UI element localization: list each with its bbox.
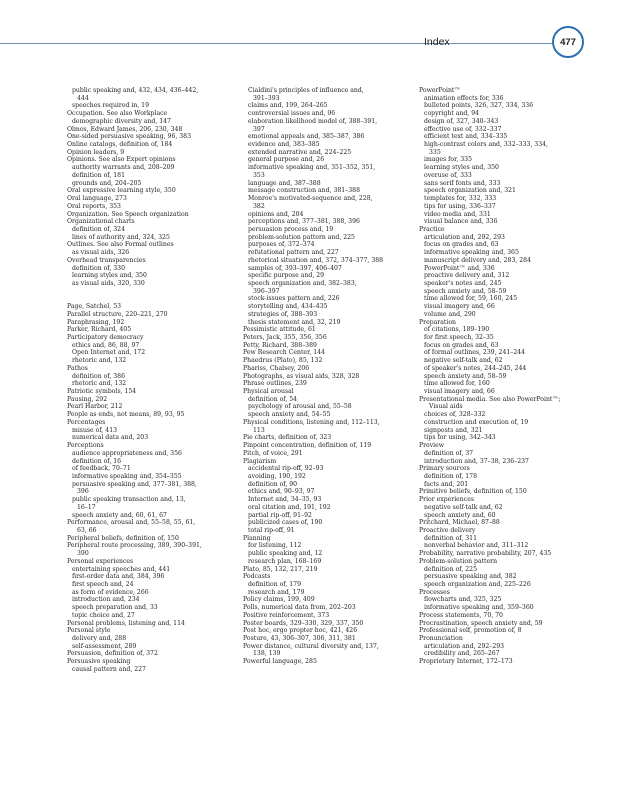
index-subentry: as form of evidence, 266: [72, 588, 149, 596]
index-entry: People as ends, not means, 89, 93, 95: [67, 411, 185, 419]
index-entry: PowerPoint™: [419, 87, 461, 94]
index-entry: Organization. See Speech organization: [67, 210, 189, 218]
index-subentry: definition of, 54: [248, 395, 298, 403]
index-subentry: demographic diversity and, 147: [72, 117, 171, 125]
index-entry: Parallel structure, 220–221, 270: [67, 310, 168, 318]
index-entry: Pitch, of voice, 291: [243, 449, 303, 457]
index-subentry: avoiding, 190, 192: [248, 472, 306, 480]
index-subentry: emotional appeals and, 385–387, 386: [248, 133, 365, 141]
index-subentry: public speaking and, 432, 434, 436–442,: [72, 87, 199, 94]
index-subentry: bulleted points, 326, 327, 334, 336: [424, 102, 534, 110]
index-subentry: misuse of, 413: [72, 426, 118, 434]
index-entry: Proprietary Internet, 172–173: [419, 658, 513, 666]
index-subentry: research and, 179: [248, 588, 305, 596]
index-subentry: ethics and, 86, 88, 97: [72, 341, 140, 349]
index-subentry: 113: [253, 426, 265, 434]
index-subentry: introduction and, 37–38, 236–237: [424, 457, 529, 465]
index-entry: Policy claims, 199, 409: [243, 596, 315, 604]
index-entry: Performance, arousal and, 55–58, 55, 61,: [67, 519, 196, 527]
index-subentry: rhetorical situation and, 372, 374–377, 388: [248, 256, 384, 264]
index-subentry: thesis statement and, 32, 219: [248, 318, 341, 326]
index-subentry: specific purpose and, 29: [248, 272, 325, 280]
index-subentry: articulation and, 292, 293: [424, 233, 505, 241]
index-subentry: persuasion process and, 19: [248, 225, 334, 233]
index-subentry: topic choice and, 27: [72, 611, 135, 619]
index-subentry: as visual aids, 320, 330: [72, 279, 145, 287]
index-subentry: 63, 66: [77, 526, 97, 534]
letter-gap: [67, 295, 232, 303]
index-subentry: psychology of arousal and, 55–58: [248, 403, 352, 411]
index-subentry: Monroe's motivated-sequence and, 228,: [248, 195, 373, 203]
index-entry: Physical conditions, listening and, 112–113,: [243, 418, 380, 426]
index-subentry: time allowed for, 160: [424, 380, 490, 388]
index-entry: Pew Research Center, 144: [243, 349, 325, 357]
index-subentry: Visual aids: [429, 403, 463, 411]
index-subentry: 390: [77, 550, 89, 558]
index-subentry: elaboration likelihood model of, 388–391,: [248, 117, 378, 125]
index-subentry: definition of, 386: [72, 372, 125, 380]
index-subentry: choices of, 328–332: [424, 411, 486, 419]
index-subentry: speech anxiety and, 54–55: [248, 411, 331, 419]
index-subentry: speech organization and, 225–226: [424, 581, 531, 588]
index-subentry: articulation and, 292–293: [424, 642, 505, 650]
index-entry: Pritchard, Michael, 87–88: [419, 519, 500, 527]
index-entry: Powerful language, 285: [243, 658, 317, 666]
index-subentry: entertaining speeches and, 441: [72, 565, 171, 573]
index-entry: Organizational charts: [67, 218, 135, 226]
index-entry: Physical arousal: [243, 388, 294, 396]
index-entry: Personal problems, listening and, 114: [67, 619, 185, 627]
index-subentry: for listening, 112: [248, 542, 302, 550]
index-entry: Pathos: [67, 364, 88, 372]
index-entry: Proactive delivery: [419, 526, 476, 534]
index-subentry: 444: [77, 94, 89, 102]
index-column-1: [67, 87, 232, 674]
index-subentry: refutational pattern and, 227: [248, 249, 339, 257]
index-subentry: negative self-talk and, 62: [424, 357, 503, 365]
index-subentry: proactive delivery and, 312: [424, 272, 510, 280]
index-subentry: speech organization and, 321: [424, 187, 516, 195]
index-subentry: for first speech, 32–35: [424, 334, 494, 341]
index-entry: Personal experiences: [67, 557, 134, 565]
index-entry: Plagiarism: [243, 457, 277, 465]
index-subentry: problem-solution pattern and, 225: [248, 233, 355, 241]
index-subentry: templates for, 332, 333: [424, 195, 497, 203]
index-entry: Podcasts: [243, 573, 271, 581]
index-subentry: introduction and, 234: [72, 596, 140, 604]
index-subentry: public speaking transaction and, 13,: [72, 496, 186, 504]
index-entry: Planning: [243, 534, 271, 542]
index-subentry: authority warrants and, 208–209: [72, 164, 175, 172]
index-subentry: of feedback, 70–71: [72, 465, 131, 473]
index-subentry: 382: [253, 202, 265, 210]
index-entry: Overhead transparencies: [67, 256, 146, 264]
index-subentry: learning styles and, 350: [424, 164, 499, 172]
index-subentry: storytelling and, 434–435: [248, 303, 328, 311]
index-entry: Practice: [419, 225, 445, 233]
index-subentry: claims and, 199, 264–265: [248, 102, 328, 110]
index-subentry: speech anxiety and, 58–59: [424, 372, 507, 380]
index-entry: Oral language, 273: [67, 195, 127, 203]
index-entry: Processes: [419, 588, 450, 596]
index-subentry: speech organization and, 382–383,: [248, 279, 357, 287]
index-subentry: definition of, 178: [424, 472, 477, 480]
index-entry: Problem-solution pattern: [419, 557, 498, 565]
index-entry: Online catalogs, definition of, 184: [67, 141, 173, 149]
index-subentry: definition of, 16: [72, 457, 122, 465]
index-subentry: first speech and, 24: [72, 581, 134, 588]
index-subentry: accidental rip-off, 92–93: [248, 465, 324, 473]
index-subentry: public speaking and, 12: [248, 550, 323, 558]
index-subentry: speaker's notes and, 245: [424, 279, 502, 287]
index-entry: Patriotic symbols, 154: [67, 388, 137, 396]
index-subentry: high-contrast colors and, 332–333, 334,: [424, 141, 548, 149]
index-entry: Perceptions: [67, 442, 104, 450]
index-subentry: speech preparation and, 33: [72, 604, 158, 612]
index-subentry: definition of, 179: [248, 581, 301, 588]
index-subentry: causal pattern and, 227: [72, 665, 146, 673]
index-subentry: learning styles and, 350: [72, 272, 147, 280]
index-entry: Pausing, 292: [67, 395, 108, 403]
index-subentry: 16–17: [77, 503, 96, 511]
index-entry: Primitive beliefs, definition of, 150: [419, 488, 527, 496]
index-subentry: opinions and, 204: [248, 210, 304, 218]
index-entry: Process statements, 70, 70: [419, 611, 503, 619]
index-subentry: facts and, 201: [424, 480, 469, 488]
index-subentry: informative speaking and, 365: [424, 249, 519, 257]
index-subentry: construction and execution of, 19: [424, 418, 529, 426]
index-subentry: definition of, 90: [248, 480, 298, 488]
index-entry: Peripheral route processing, 389, 390–391,: [67, 542, 202, 550]
page-title: Index: [424, 36, 450, 48]
index-subentry: ethics and, 90–93, 97: [248, 488, 315, 496]
index-subentry: controversial issues and, 96: [248, 110, 336, 118]
index-entry: Page, Satchel, 53: [67, 303, 122, 311]
index-entry: Phariss, Chalsey, 206: [243, 364, 310, 372]
index-subentry: general purpose and, 26: [248, 156, 325, 164]
index-subentry: of speaker's notes, 244–245, 244: [424, 364, 527, 372]
index-entry: Procrastination, speech anxiety and, 59: [419, 619, 543, 627]
index-subentry: 396: [77, 488, 89, 496]
index-subentry: visual imagery and, 66: [424, 303, 495, 311]
index-entry: Pie charts, definition of, 323: [243, 434, 332, 442]
index-subentry: audience appropriateness and, 356: [72, 449, 182, 457]
index-entry: Petty, Richard, 388–389: [243, 341, 317, 349]
index-subentry: time allowed for, 59, 160, 245: [424, 295, 518, 303]
index-subentry: samples of, 393–397, 406–407: [248, 264, 342, 272]
index-entry: Persuasive speaking: [67, 658, 131, 666]
index-entry: Percentages: [67, 418, 106, 426]
index-entry: Persuasion, definition of, 372: [67, 650, 158, 658]
index-subentry: first-order data and, 384, 396: [72, 573, 165, 581]
index-subentry: images for, 335: [424, 156, 472, 164]
index-subentry: self-assessment, 289: [72, 642, 137, 650]
index-subentry: partial rip-off, 91–92: [248, 511, 312, 519]
index-entry: Pronunciation: [419, 635, 463, 643]
index-subentry: focus on grades and, 63: [424, 241, 499, 249]
index-subentry: overuse of, 333: [424, 171, 472, 179]
index-subentry: definition of, 330: [72, 264, 125, 272]
index-subentry: speech anxiety and, 58–59: [424, 287, 507, 295]
index-subentry: visual imagery and, 66: [424, 388, 495, 396]
index-subentry: publicized cases of, 190: [248, 519, 323, 527]
index-subentry: speech anxiety and, 60, 61, 67: [72, 511, 167, 519]
index-subentry: oral citation and, 191, 192: [248, 503, 331, 511]
index-entry: Oral expressive learning style, 350: [67, 187, 176, 195]
index-subentry: total rip-off, 91: [248, 526, 295, 534]
index-subentry: flowcharts and, 325, 325: [424, 596, 502, 604]
running-header: [0, 24, 633, 66]
index-subentry: efficient text and, 334–335: [424, 133, 508, 141]
index-subentry: informative speaking and, 351–352, 351,: [248, 164, 376, 172]
index-subentry: definition of, 37: [424, 449, 474, 457]
index-entry: Paraphrasing, 192: [67, 318, 125, 326]
index-subentry: sans serif fonts and, 333: [424, 179, 501, 187]
index-entry: Plato, 85, 132, 217, 219: [243, 565, 318, 573]
index-column-3: [419, 87, 589, 666]
index-subentry: purposes of, 372–374: [248, 241, 315, 249]
index-subentry: volume and, 290: [424, 310, 476, 318]
index-subentry: perceptions and, 377–381, 388, 396: [248, 218, 360, 226]
index-subentry: numerical data and, 203: [72, 434, 149, 442]
index-entry: Olmos, Edward James, 206, 230, 348: [67, 125, 183, 133]
index-entry: Probability, narrative probability, 207, 435: [419, 550, 552, 558]
index-subentry: 396–397: [253, 287, 280, 295]
index-entry: Peripheral beliefs, definition of, 150: [67, 534, 179, 542]
index-subentry: PowerPoint™ and, 336: [424, 264, 495, 272]
index-subentry: research plan, 168–169: [248, 557, 322, 565]
index-entry: Peters, Jack, 355, 356, 356: [243, 334, 327, 341]
index-entry: Personal style: [67, 627, 111, 635]
index-entry: Positive reinforcement, 373: [243, 611, 330, 619]
index-subentry: strategies of, 388–393: [248, 310, 318, 318]
index-entry: Posture, 43, 306–307, 306, 311, 381: [243, 635, 356, 643]
index-subentry: 397: [253, 125, 265, 133]
index-entry: Participatory democracy: [67, 334, 144, 341]
index-entry: Phrase outlines, 239: [243, 380, 307, 388]
index-subentry: message construction and, 381–388: [248, 187, 360, 195]
index-subentry: tips for using, 336–337: [424, 202, 496, 210]
index-subentry: effective use of, 332–337: [424, 125, 502, 133]
index-subentry: Cialdini's principles of influence and,: [248, 87, 364, 94]
index-subentry: definition of, 324: [72, 225, 125, 233]
index-subentry: persuasive speaking and, 377–381, 388,: [72, 480, 197, 488]
index-entry: Preparation: [419, 318, 456, 326]
index-subentry: visual balance and, 336: [424, 218, 498, 226]
index-entry: Preview: [419, 442, 445, 450]
index-subentry: delivery and, 288: [72, 635, 127, 643]
index-subentry: grounds and, 204–205: [72, 179, 142, 187]
index-subentry: stock-issues pattern and, 226: [248, 295, 340, 303]
index-subentry: evidence and, 383–385: [248, 141, 320, 149]
index-subentry: definition of, 311: [424, 534, 477, 542]
index-subentry: speeches required in, 19: [72, 102, 149, 110]
index-subentry: 335: [429, 148, 441, 156]
index-subentry: 391–393: [253, 94, 280, 102]
index-entry: Post hoc, ergo propter hoc, 421, 426: [243, 627, 358, 635]
index-column-2: [243, 87, 408, 666]
index-subentry: nonverbal behavior and, 311–312: [424, 542, 529, 550]
index-subentry: manuscript delivery and, 283, 284: [424, 256, 531, 264]
index-subentry: design of, 327, 340–343: [424, 117, 499, 125]
index-subentry: Open Internet and, 172: [72, 349, 146, 357]
index-subentry: informative speaking and, 359–360: [424, 604, 534, 612]
index-entry: Oral reports, 353: [67, 202, 121, 210]
index-subentry: language and, 387–388: [248, 179, 321, 187]
index-subentry: focus on grades and, 63: [424, 341, 499, 349]
index-entry: Opinion leaders, 9: [67, 148, 125, 156]
index-subentry: rhetoric and, 132: [72, 357, 127, 365]
index-entry: Phaedrus (Plato), 85, 132: [243, 357, 323, 365]
index-entry: One-sided persuasive speaking, 96, 383: [67, 133, 191, 141]
index-entry: Polls, numerical data from, 202–203: [243, 604, 356, 612]
index-entry: Presentational media. See also PowerPoint™;: [419, 395, 561, 403]
index-subentry: signposts and, 321: [424, 426, 483, 434]
index-subentry: definition of, 225: [424, 565, 477, 573]
index-subentry: Internet and, 34–35, 93: [248, 496, 322, 504]
index-subentry: 353: [253, 171, 265, 179]
index-subentry: of formal outlines, 239, 241–244: [424, 349, 526, 357]
index-subentry: of citations, 189–190: [424, 326, 490, 334]
index-subentry: as visual aids, 326: [72, 249, 130, 257]
index-subentry: speech anxiety and, 60: [424, 511, 496, 519]
index-entry: Poster boards, 329–330, 329, 337, 350: [243, 619, 364, 627]
index-subentry: tips for using, 342–343: [424, 434, 496, 442]
index-entry: Pessimistic attitude, 61: [243, 326, 316, 334]
index-entry: Pearl Harbor, 212: [67, 403, 123, 411]
index-entry: Outlines. See also Formal outlines: [67, 241, 174, 249]
page-number-badge: 477: [552, 26, 584, 58]
index-subentry: negative self-talk and, 62: [424, 503, 503, 511]
index-subentry: extended narrative and, 224–225: [248, 148, 352, 156]
index-entry: Power distance, cultural diversity and, 137,: [243, 642, 379, 650]
index-entry: Pinpoint concentration, definition of, 119: [243, 442, 372, 450]
index-entry: Primary sources: [419, 465, 470, 473]
index-subentry: informative speaking and, 354–355: [72, 472, 182, 480]
header-rule: [0, 43, 555, 44]
index-entry: Prior experiences: [419, 496, 474, 504]
letter-gap: [67, 288, 232, 296]
index-subentry: credibility and, 265–267: [424, 650, 500, 658]
index-entry: Professional self, promotion of, 8: [419, 627, 522, 635]
index-subentry: rhetoric and, 132: [72, 380, 127, 388]
index-subentry: video media and, 331: [424, 210, 491, 218]
index-entry: Photographs, as visual aids, 328, 328: [243, 372, 360, 380]
index-entry: Opinions. See also Expert opinions: [67, 156, 176, 164]
index-entry: Occupation. See also Workplace: [67, 110, 168, 118]
index-subentry: persuasive speaking and, 382: [424, 573, 517, 581]
index-subentry: 138, 139: [253, 650, 281, 658]
index-subentry: lines of authority and, 324, 325: [72, 233, 170, 241]
index-subentry: definition of, 181: [72, 171, 125, 179]
index-entry: Parker, Richard, 405: [67, 326, 132, 334]
index-subentry: copyright and, 94: [424, 110, 480, 118]
index-subentry: animation effects for, 336: [424, 94, 504, 102]
